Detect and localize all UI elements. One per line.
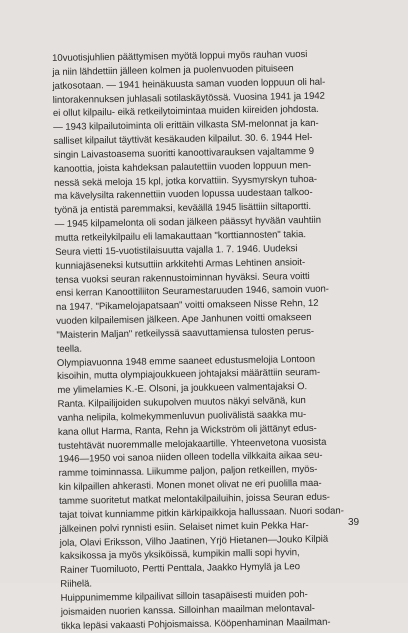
text-line: Riihelä. xyxy=(60,578,93,590)
text-line: tensa vuoksi seuran rakennustoiminnan hyväksi. Seura voitti xyxy=(55,270,310,286)
text-line: jola, Olavi Eriksson, Vilho Jaatinen, Yrjö Hietanen—Jouko Kilpiä xyxy=(59,533,329,549)
text-line: tustehtävät nuoremmalle melojakaartille. Yhteenvetona vuosista xyxy=(58,436,327,452)
text-line: lintorakennuksen juhlasali sotilaskäytössä. Vuosina 1941 ja 1942 xyxy=(52,90,325,106)
text-line: ramme toiminnassa. Liikumme paljon, paljon retkeillen, myös- xyxy=(58,464,318,480)
text-line: singin Laivastoasema suoritti kanoottivarauksen vajaltamme 9 xyxy=(53,145,315,161)
text-line: ma kävelysilta rakennettiin vuoden lopussa uudestaan talkoo- xyxy=(54,187,313,203)
text-line: työnä ja entistä paremmaksi, keväällä 1945 lisättiin siltaportti. xyxy=(54,201,312,217)
text-line: jatkosotaan. — 1941 heinäkuusta saman vuoden loppuun oli hal- xyxy=(52,76,326,92)
text-line: me ylimelamies K.-E. Olsoni, ja joukkueen valmentajaksi O. xyxy=(57,381,308,397)
text-line: mutta retkeilykilpailu eli lamakauttaan "korttiannosten" takia. xyxy=(54,229,307,244)
page-number: 39 xyxy=(348,517,360,528)
text-line: nessä sekä meloja 15 kpl, jotka korvattiin. Syysmyrskyn tuhoa- xyxy=(53,173,318,189)
text-line: na 1947. "Pikamelojapatsaan" voitti omakseen Nisse Rehn, 12 xyxy=(55,298,319,314)
body-text xyxy=(52,47,385,633)
text-line: jälkeinen polvi rynnisti esiin. Selaiset nimet kuin Pekka Har- xyxy=(59,519,309,535)
text-line: Rainer Tuomiluoto, Pertti Penttala, Jaakko Hymylä ja Leo xyxy=(60,561,301,577)
text-line: — 1945 kilpamelonta oli sodan jälkeen päässyt hyvään vauhtiin xyxy=(54,214,322,231)
text-line: Seura vietti 15-vuotistilaisuutta vajalla 1. 7. 1946. Uudeksi xyxy=(55,242,298,258)
text-line: kin kilpaillen ahkerasti. Monen monet olivat ne eri puolilla maa- xyxy=(58,477,322,494)
text-line: — 1943 kilpailutoiminta oli erittäin vilkasta SM-melonnat ja kan- xyxy=(53,118,319,134)
text-line: salliset kilpailut täyttivät kesäkauden kilpailut. 30. 6. 1944 Hel- xyxy=(53,131,313,148)
text-line: kunniajäseneksi kutsuttiin arkkitehti Armas Lehtinen ansioit- xyxy=(55,256,306,272)
text-line: kanoottia, joista kahdeksan palautettiin vuoden loppuun men- xyxy=(53,159,312,175)
text-line: vuoden kilpailemisen jälkeen. Ape Janhunen voitti omakseen xyxy=(56,311,312,327)
text-line: Huippunimemme kilpailivat silloin tasapäisesti muiden poh- xyxy=(60,588,308,604)
text-line: "Maisterin Maljan" retkeilyssä saavuttamiensa tulosten perus- xyxy=(56,325,315,341)
text-line: 10vuotisjuhlien päättymisen myötä loppui myös rauhan vuosi xyxy=(52,48,308,64)
text-line: joismaiden nuorien kanssa. Silloinhan maailman melontaval- xyxy=(60,602,315,618)
text-line: teella. xyxy=(56,343,83,355)
text-line: ensi kerran Kanoottiliiton Seuramestaruuden 1946, samoin vuon- xyxy=(55,284,330,300)
text-line: kana ollut Harma, Ranta, Rehn ja Wickström oli jättänyt edus- xyxy=(57,422,317,438)
text-line: Ranta. Kilpailijoiden sukupolven muutos näkyi selvänä, kun xyxy=(57,395,306,411)
text-line: ei ollut kilpailu- eikä retkeilytoimintaa muiden kiireiden johdosta. xyxy=(52,104,319,120)
text-line: ja niin lähdettiin jälleen kolmen ja puolenvuoden pituiseen xyxy=(52,63,294,78)
text-line: tamme suoritetut matkat melontakilpailuihin, joissa Seuran edus- xyxy=(58,491,331,507)
text-line: Olympiavuonna 1948 emme saaneet edustusmelojia Lontoon xyxy=(56,353,316,369)
text-line: kisoihin, mutta olympiajoukkueen johtajaksi määrättiin seuram- xyxy=(57,367,321,383)
text-line: 1946—1950 voi sanoa niiden olleen todella vilkkaita aikaa seu- xyxy=(58,450,323,466)
text-line: tikka lepäsi vakaasti Pohjoismaissa. Kööpenhaminan Maailman- xyxy=(60,616,331,632)
text-line: kaksikossa ja myös yksiköissä, kumpikin malli sopi hyvin, xyxy=(59,547,300,563)
text-line: vanha nelipila, kolmekymmenluvun puolivälistä saakka mu- xyxy=(57,408,307,424)
text-line: tajat toivat kunniamme pitkin kärkipaikkoja hallussaan. Nuori sodan- xyxy=(59,505,344,521)
